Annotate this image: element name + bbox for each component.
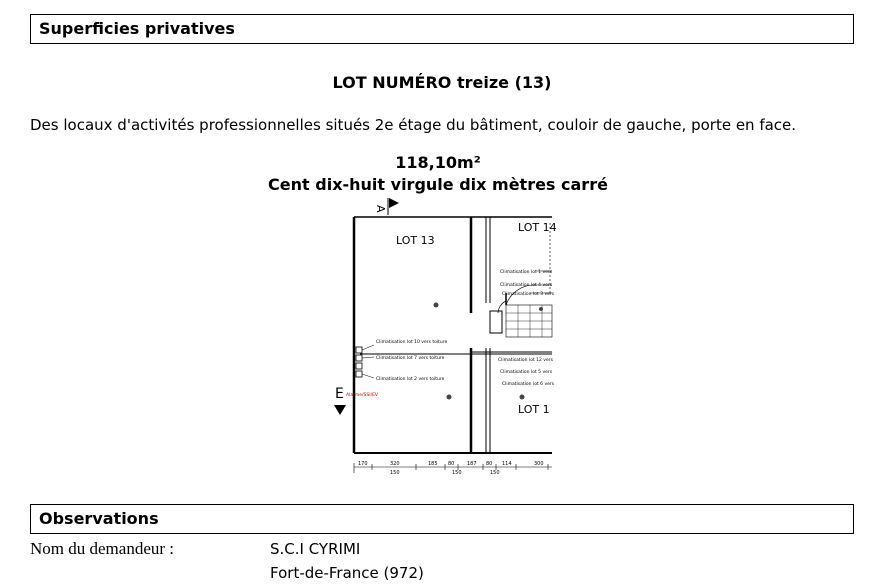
lot1-label: LOT 1 (518, 403, 550, 416)
floor-plan (330, 193, 557, 478)
annotation-clim-10: Climatisation lot 10 vers toiture (376, 340, 448, 345)
annotation-clim-1: Climatisation lot 1 vers (500, 270, 553, 275)
requester-label: Nom du demandeur : (30, 539, 174, 558)
section-marker-e (334, 386, 346, 415)
dim-4: 80 (448, 461, 455, 467)
lot-title: LOT NUMÉRO treize (13) (332, 73, 552, 92)
dim-7: 114 (502, 461, 512, 467)
section-a-label: A (374, 205, 387, 213)
annotation-clim-4: Climatisation lot 4 vers (500, 283, 553, 288)
superficies-privatives-header: Superficies privatives (30, 14, 854, 44)
annotation-clim-12: Climatisation lot 12 vers (498, 358, 553, 363)
dim-1: 170 (358, 461, 368, 467)
area-words: Cent dix-huit virgule dix mètres carré (268, 175, 608, 194)
dim-2: 320 (390, 461, 400, 467)
area-value: 118,10m² (395, 153, 481, 172)
annotation-clim-7: Climatisation lot 7 vers toiture (376, 356, 445, 361)
observations-header: Observations (30, 504, 854, 534)
dim-9: 150 (390, 470, 400, 476)
annotation-clim-5: Climatisation lot 5 vers (500, 370, 553, 375)
walls (354, 217, 552, 453)
annotation-clim-3: Climatisation lot 3 vers (502, 292, 555, 297)
dim-10: 150 (452, 470, 462, 476)
lot14-label: LOT 14 (518, 221, 557, 234)
lot13-label: LOT 13 (396, 234, 435, 247)
section-e-label: E (335, 386, 344, 402)
dim-8: 300 (534, 461, 544, 467)
annotation-alarm: Alarme/SSI/EV (346, 393, 379, 398)
dim-5: 187 (467, 461, 477, 467)
requester-city: Fort-de-France (972) (270, 564, 424, 582)
lot-description: Des locaux d'activités professionnelles situés 2e étage du bâtiment, couloir de gauche, porte en face. (30, 116, 797, 134)
requester-name: S.C.I CYRIMI (270, 540, 361, 558)
dim-6: 80 (486, 461, 493, 467)
annotation-clim-2: Climatisation lot 2 vers toiture (376, 377, 445, 382)
dim-11: 150 (490, 470, 500, 476)
annotation-clim-6: Climatisation lot 6 vers (502, 382, 555, 387)
section-marker-a (374, 198, 399, 215)
dim-3: 185 (428, 461, 438, 467)
